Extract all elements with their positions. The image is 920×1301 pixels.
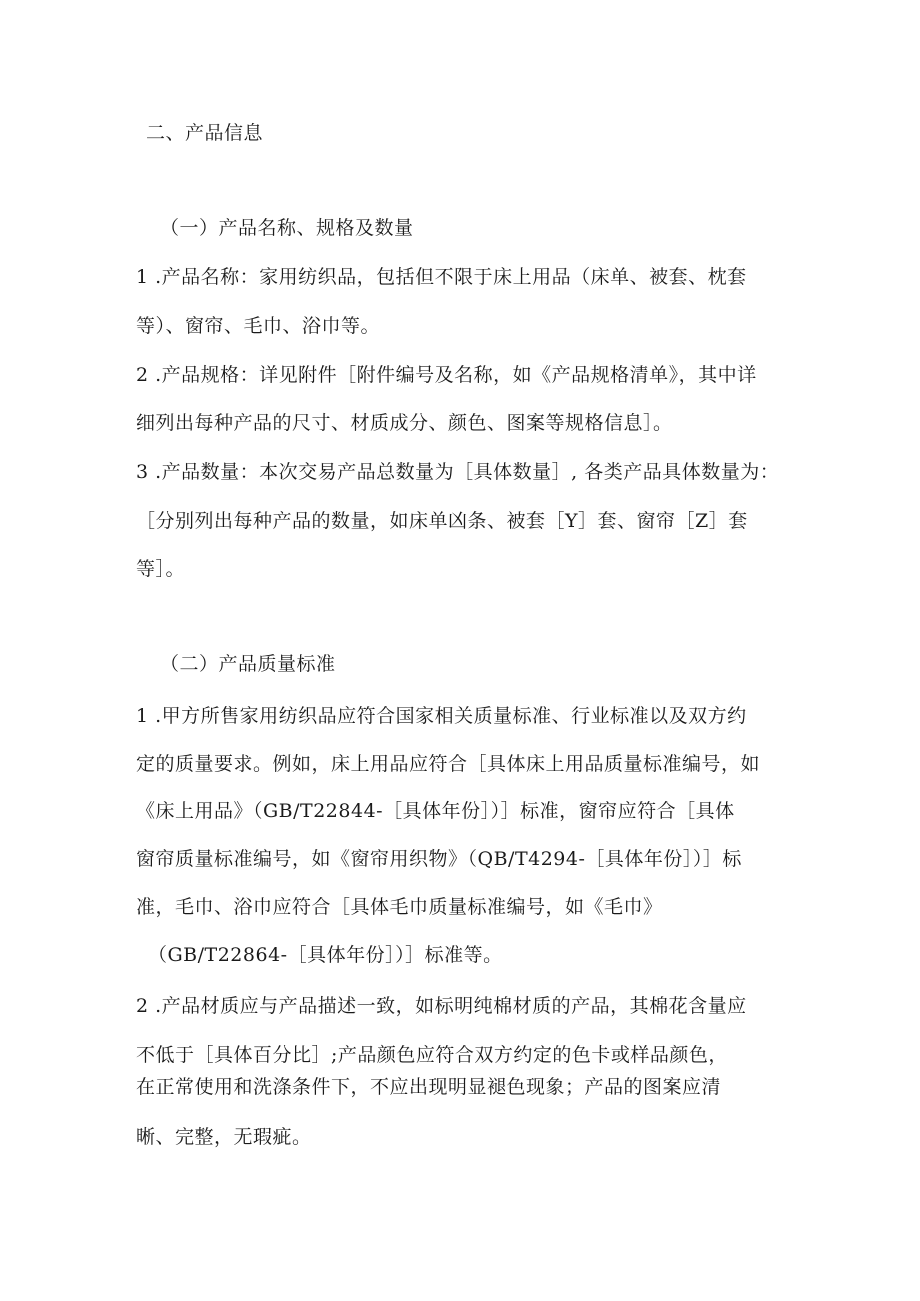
paragraph-line: 2 .产品材质应与产品描述一致，如标明纯棉材质的产品，其棉花含量应	[136, 995, 747, 1017]
paragraph-line: 等）、窗帘、毛巾、浴巾等。	[136, 315, 381, 337]
paragraph-line: 等］。	[136, 558, 186, 580]
subsection-title-2: （二）产品质量标准	[160, 653, 336, 675]
paragraph-line: 不低于［具体百分比］;产品颜色应符合双方约定的色卡或样品颜色，	[136, 1044, 728, 1066]
paragraph-line: 2 .产品规格：详见附件［附件编号及名称，如《产品规格清单》，其中详	[136, 364, 757, 386]
subsection-title-1: （一）产品名称、规格及数量	[160, 217, 414, 239]
paragraph-line: 晰、完整，无瑕疵。	[136, 1126, 312, 1148]
paragraph-line: （GB/T22864-［具体年份］）］标准等。	[148, 944, 503, 966]
paragraph-line: 窗帘质量标准编号，如《窗帘用织物》（QB/T4294-［具体年份］）］标	[136, 848, 742, 870]
paragraph-line: 1 .甲方所售家用纺织品应符合国家相关质量标准、行业标准以及双方约	[136, 705, 747, 727]
section-title: 二、产品信息	[146, 122, 264, 144]
paragraph-line: 准，毛巾、浴巾应符合［具体毛巾质量标准编号，如《毛巾》	[136, 896, 663, 918]
paragraph-line: 定的质量要求。例如，床上用品应符合［具体床上用品质量标准编号，如	[136, 753, 761, 775]
paragraph-line: 《床上用品》（GB/T22844-［具体年份］）］标准，窗帘应符合［具体	[136, 800, 735, 822]
paragraph-line: ［分别列出每种产品的数量，如床单凶条、被套［Y］套、窗帘［Z］套	[136, 510, 748, 532]
paragraph-line: 3 .产品数量：本次交易产品总数量为［具体数量］, 各类产品具体数量为：	[136, 461, 780, 483]
paragraph-line: 1 .产品名称：家用纺织品，包括但不限于床上用品（床单、被套、枕套	[136, 266, 747, 288]
paragraph-line: 在正常使用和洗涤条件下，不应出现明显褪色现象；产品的图案应清	[136, 1076, 722, 1098]
paragraph-line: 细列出每种产品的尺寸、材质成分、颜色、图案等规格信息］。	[136, 412, 673, 434]
